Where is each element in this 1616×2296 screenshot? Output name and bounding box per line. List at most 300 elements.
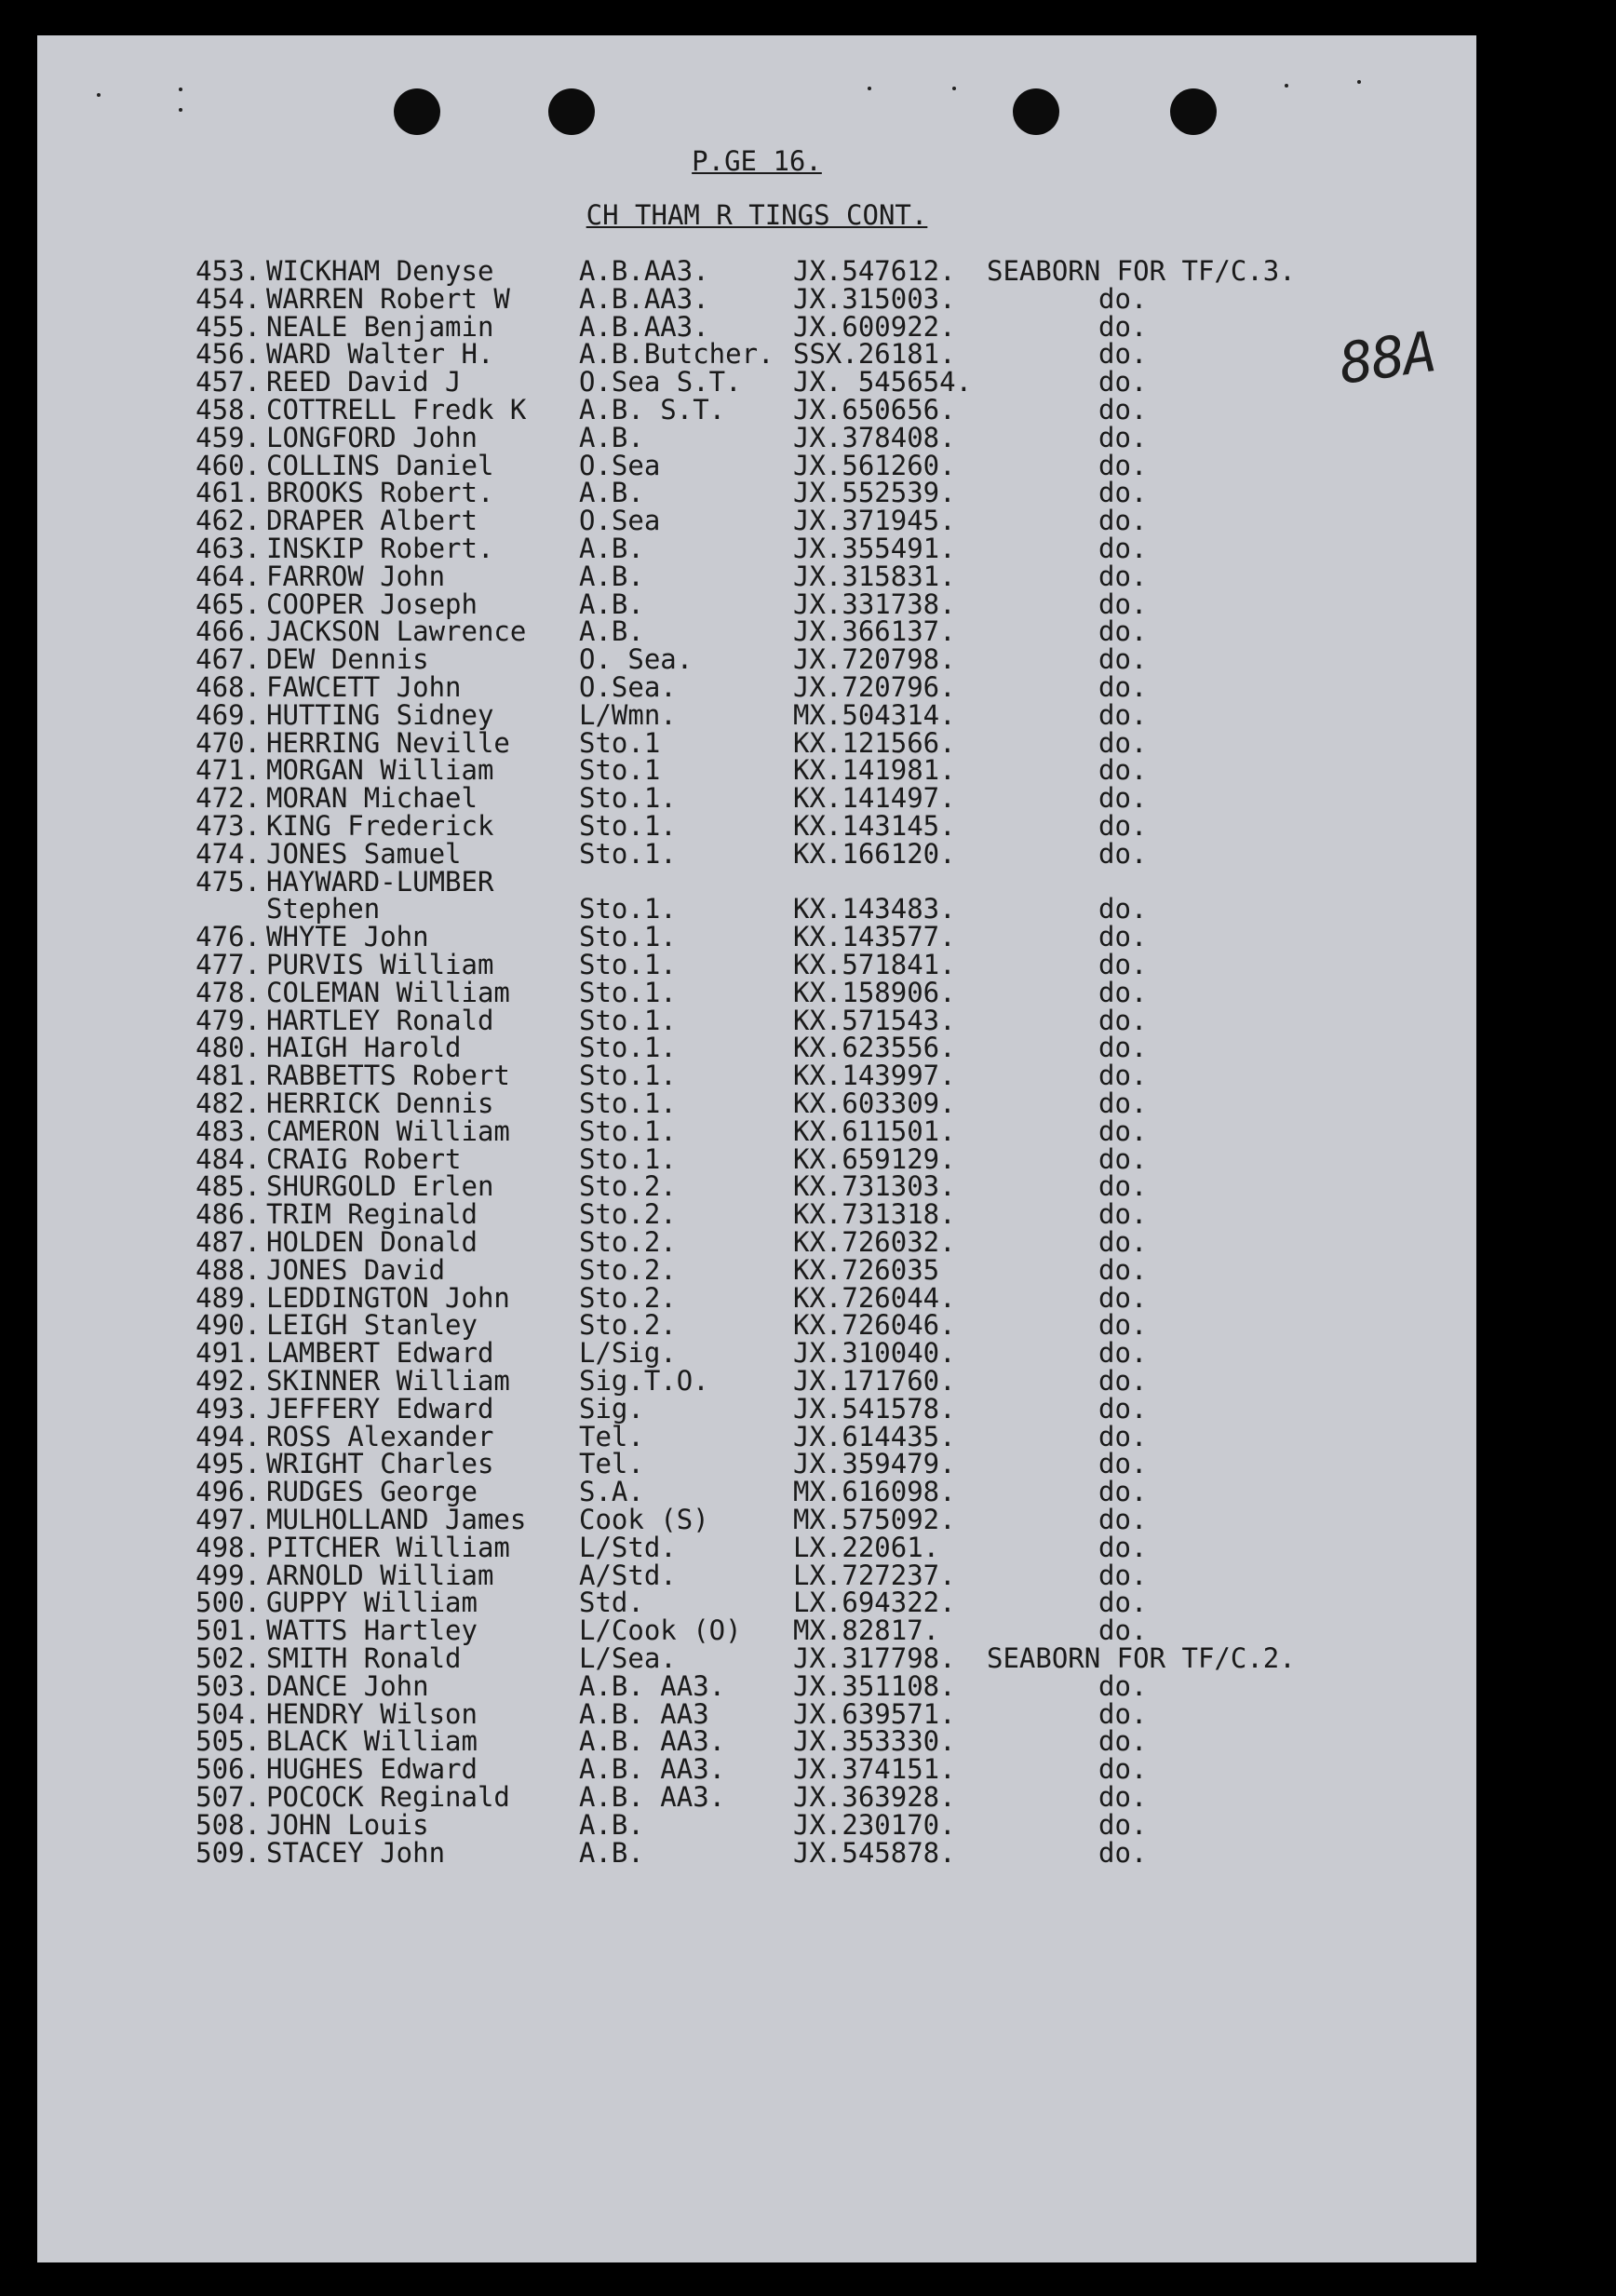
- remark: do.: [1098, 1337, 1148, 1369]
- rating-name: MORAN Michael: [266, 782, 478, 814]
- remark: do.: [1098, 1060, 1148, 1091]
- rating-rank: Sto.1.: [579, 1087, 677, 1119]
- rating-rank: L/Cook (O): [579, 1614, 742, 1646]
- entry-number: 487.: [195, 1226, 261, 1258]
- rating-rank: A.B.: [579, 560, 644, 592]
- remark: do.: [1098, 1226, 1148, 1258]
- remark: do.: [1098, 699, 1148, 731]
- entry-number: 481.: [195, 1060, 261, 1091]
- rating-name: SKINNER William: [266, 1365, 510, 1397]
- remark: do.: [1098, 1448, 1148, 1479]
- official-number: JX.547612.: [793, 255, 956, 287]
- rating-name: COLEMAN William: [266, 977, 510, 1008]
- scan-speck: [179, 108, 182, 112]
- entry-number: 454.: [195, 283, 261, 315]
- rating-name: POCOCK Reginald: [266, 1781, 510, 1813]
- remark: do.: [1098, 338, 1148, 370]
- entry-number: 500.: [195, 1587, 261, 1618]
- remark: do.: [1098, 450, 1148, 481]
- official-number: KX.726046.: [793, 1309, 956, 1341]
- entry-number: 479.: [195, 1005, 261, 1036]
- entry-number: 455.: [195, 311, 261, 343]
- rating-rank: Sto.1.: [579, 921, 677, 952]
- official-number: KX.121566.: [793, 727, 956, 759]
- entry-number: 496.: [195, 1476, 261, 1507]
- rating-name: DRAPER Albert: [266, 505, 478, 536]
- official-number: JX.378408.: [793, 422, 956, 453]
- remark: do.: [1098, 1753, 1148, 1785]
- entry-number: 486.: [195, 1198, 261, 1230]
- entry-number: 484.: [195, 1143, 261, 1175]
- rating-name: COTTRELL Fredk K: [266, 394, 527, 425]
- entry-number: 488.: [195, 1254, 261, 1286]
- rating-rank: A/Std.: [579, 1560, 677, 1591]
- rating-name: WATTS Hartley: [266, 1614, 478, 1646]
- entry-number: 465.: [195, 588, 261, 620]
- entry-number: 495.: [195, 1448, 261, 1479]
- entry-number: 476.: [195, 921, 261, 952]
- official-number: JX.359479.: [793, 1448, 956, 1479]
- remark: do.: [1098, 1087, 1148, 1119]
- official-number: KX.731303.: [793, 1170, 956, 1202]
- rating-name: INSKIP Robert.: [266, 533, 494, 564]
- rating-name: WICKHAM Denyse: [266, 255, 494, 287]
- rating-name: LAMBERT Edward: [266, 1337, 494, 1369]
- official-number: JX.650656.: [793, 394, 956, 425]
- remark: do.: [1098, 1614, 1148, 1646]
- rating-name: HENDRY Wilson: [266, 1698, 478, 1730]
- rating-name: SMITH Ronald: [266, 1642, 462, 1674]
- scan-speck: [868, 87, 871, 90]
- entry-number: 467.: [195, 643, 261, 675]
- rating-name: WARD Walter H.: [266, 338, 494, 370]
- rating-rank: Tel.: [579, 1421, 644, 1452]
- rating-name: JOHN Louis: [266, 1809, 429, 1841]
- remark: do.: [1098, 560, 1148, 592]
- rating-rank: A.B.Butcher.: [579, 338, 774, 370]
- official-number: KX.571543.: [793, 1005, 956, 1036]
- rating-name: DANCE John: [266, 1670, 429, 1702]
- official-number: LX.22061.: [793, 1532, 940, 1563]
- rating-rank: A.B. AA3: [579, 1698, 709, 1730]
- rating-rank: A.B.: [579, 1809, 644, 1841]
- entry-number: 503.: [195, 1670, 261, 1702]
- remark: do.: [1098, 394, 1148, 425]
- rating-rank: A.B.: [579, 1837, 644, 1869]
- page-number-label: P.GE 16.: [692, 145, 822, 177]
- remark: do.: [1098, 1476, 1148, 1507]
- rating-rank: O. Sea.: [579, 643, 694, 675]
- entry-number: 489.: [195, 1282, 261, 1314]
- rating-rank: L/Wmn.: [579, 699, 677, 731]
- rating-rank: Sto.1.: [579, 782, 677, 814]
- entry-number: 477.: [195, 949, 261, 980]
- rating-name: BLACK William: [266, 1725, 478, 1757]
- entry-number: 507.: [195, 1781, 261, 1813]
- remark: do.: [1098, 477, 1148, 508]
- official-number: JX.614435.: [793, 1421, 956, 1452]
- official-number: LX.694322.: [793, 1587, 956, 1618]
- rating-name: JONES Samuel: [266, 838, 462, 870]
- rating-rank: Sig.: [579, 1393, 644, 1425]
- rating-rank: A.B.AA3.: [579, 255, 709, 287]
- scan-speck: [97, 93, 101, 97]
- rating-rank: A.B. AA3.: [579, 1781, 726, 1813]
- entry-number: 483.: [195, 1115, 261, 1147]
- rating-rank: Sto.1.: [579, 949, 677, 980]
- rating-rank: Sto.2.: [579, 1170, 677, 1202]
- official-number: MX.82817.: [793, 1614, 940, 1646]
- rating-rank: Sto.1: [579, 727, 661, 759]
- rating-rank: S.A.: [579, 1476, 644, 1507]
- remark: do.: [1098, 1005, 1148, 1036]
- official-number: KX.141497.: [793, 782, 956, 814]
- rating-rank: L/Std.: [579, 1532, 677, 1563]
- remark: do.: [1098, 1421, 1148, 1452]
- entry-number: 492.: [195, 1365, 261, 1397]
- entry-number: 473.: [195, 810, 261, 842]
- remark: SEABORN FOR TF/C.3.: [987, 255, 1296, 287]
- remark: do.: [1098, 283, 1148, 315]
- entry-number: 475.: [195, 866, 261, 898]
- official-number: JX.353330.: [793, 1725, 956, 1757]
- rating-rank: A.B.: [579, 477, 644, 508]
- rating-rank: Sto.1.: [579, 838, 677, 870]
- entry-number: 508.: [195, 1809, 261, 1841]
- rating-rank: A.B.: [579, 422, 644, 453]
- rating-rank: A.B. AA3.: [579, 1725, 726, 1757]
- entry-number: 485.: [195, 1170, 261, 1202]
- rating-name: COOPER Joseph: [266, 588, 478, 620]
- rating-rank: A.B.AA3.: [579, 283, 709, 315]
- rating-name: LEIGH Stanley: [266, 1309, 478, 1341]
- remark: do.: [1098, 1170, 1148, 1202]
- entry-number: 461.: [195, 477, 261, 508]
- rating-rank: A.B. AA3.: [579, 1753, 726, 1785]
- remark: do.: [1098, 533, 1148, 564]
- rating-name: RABBETTS Robert: [266, 1060, 510, 1091]
- rating-rank: Sto.1.: [579, 1060, 677, 1091]
- remark: SEABORN FOR TF/C.2.: [987, 1642, 1296, 1674]
- rating-name: BROOKS Robert.: [266, 477, 494, 508]
- rating-name: SHURGOLD Erlen: [266, 1170, 494, 1202]
- entry-number: 460.: [195, 450, 261, 481]
- entry-number: 494.: [195, 1421, 261, 1452]
- scan-speck: [952, 87, 956, 90]
- rating-name: NEALE Benjamin: [266, 311, 494, 343]
- rating-name: DEW Dennis: [266, 643, 429, 675]
- official-number: MX.575092.: [793, 1504, 956, 1535]
- official-number: KX.158906.: [793, 977, 956, 1008]
- entry-number: 490.: [195, 1309, 261, 1341]
- rating-name: PITCHER William: [266, 1532, 510, 1563]
- rating-name: HERRING Neville: [266, 727, 510, 759]
- rating-rank: L/Sig.: [579, 1337, 677, 1369]
- punch-hole-1: [394, 88, 440, 135]
- official-number: JX.561260.: [793, 450, 956, 481]
- rating-name: JONES David: [266, 1254, 446, 1286]
- rating-rank: O.Sea: [579, 505, 661, 536]
- entry-number: 464.: [195, 560, 261, 592]
- entry-number: 497.: [195, 1504, 261, 1535]
- rating-name: PURVIS William: [266, 949, 494, 980]
- rating-name: TRIM Reginald: [266, 1198, 478, 1230]
- remark: do.: [1098, 949, 1148, 980]
- official-number: JX.545878.: [793, 1837, 956, 1869]
- rating-rank: Sto.2.: [579, 1226, 677, 1258]
- official-number: KX.726032.: [793, 1226, 956, 1258]
- rating-name: STACEY John: [266, 1837, 446, 1869]
- official-number: KX.571841.: [793, 949, 956, 980]
- official-number: KX.659129.: [793, 1143, 956, 1175]
- official-number: KX.603309.: [793, 1087, 956, 1119]
- rating-name: ROSS Alexander: [266, 1421, 494, 1452]
- official-number: JX.720798.: [793, 643, 956, 675]
- official-number: MX.504314.: [793, 699, 956, 731]
- entry-number: 456.: [195, 338, 261, 370]
- entry-number: 463.: [195, 533, 261, 564]
- rating-name: JACKSON Lawrence: [266, 615, 527, 647]
- official-number: JX.230170.: [793, 1809, 956, 1841]
- rating-name: HOLDEN Donald: [266, 1226, 478, 1258]
- entry-number: 470.: [195, 727, 261, 759]
- rating-name: CAMERON William: [266, 1115, 510, 1147]
- official-number: JX.363928.: [793, 1781, 956, 1813]
- rating-rank: A.B.: [579, 615, 644, 647]
- rating-rank: A.B. AA3.: [579, 1670, 726, 1702]
- official-number: JX.720796.: [793, 671, 956, 703]
- rating-name: LEDDINGTON John: [266, 1282, 510, 1314]
- rating-name: WRIGHT Charles: [266, 1448, 494, 1479]
- punch-hole-2: [548, 88, 595, 135]
- remark: do.: [1098, 366, 1148, 398]
- remark: do.: [1098, 1587, 1148, 1618]
- rating-name: WARREN Robert W: [266, 283, 510, 315]
- remark: do.: [1098, 1393, 1148, 1425]
- remark: do.: [1098, 921, 1148, 952]
- rating-rank: Sto.2.: [579, 1254, 677, 1286]
- official-number: KX.143997.: [793, 1060, 956, 1091]
- rating-name: JEFFERY Edward: [266, 1393, 494, 1425]
- official-number: JX.541578.: [793, 1393, 956, 1425]
- official-number: KX.143483.: [793, 893, 956, 925]
- scan-speck: [179, 88, 182, 91]
- official-number: JX.317798.: [793, 1642, 956, 1674]
- official-number: JX.315831.: [793, 560, 956, 592]
- rating-name: FAWCETT John: [266, 671, 462, 703]
- rating-rank: Sto.2.: [579, 1309, 677, 1341]
- entry-number: 480.: [195, 1032, 261, 1063]
- remark: do.: [1098, 1698, 1148, 1730]
- rating-name: ARNOLD William: [266, 1560, 494, 1591]
- official-number: JX.310040.: [793, 1337, 956, 1369]
- entry-number: 491.: [195, 1337, 261, 1369]
- entry-number: 509.: [195, 1837, 261, 1869]
- rating-name: HUGHES Edward: [266, 1753, 478, 1785]
- section-title: [37, 199, 1476, 231]
- entry-number: 506.: [195, 1753, 261, 1785]
- rating-rank: O.Sea.: [579, 671, 677, 703]
- official-number: KX.143577.: [793, 921, 956, 952]
- entry-number: 468.: [195, 671, 261, 703]
- remark: do.: [1098, 422, 1148, 453]
- remark: do.: [1098, 588, 1148, 620]
- entry-number: 499.: [195, 1560, 261, 1591]
- rating-rank: O.Sea: [579, 450, 661, 481]
- rating-rank: Tel.: [579, 1448, 644, 1479]
- remark: do.: [1098, 1115, 1148, 1147]
- official-number: JX. 545654.: [793, 366, 973, 398]
- rating-name: COLLINS Daniel: [266, 450, 494, 481]
- remark: do.: [1098, 727, 1148, 759]
- remark: do.: [1098, 615, 1148, 647]
- punch-hole-3: [1013, 88, 1059, 135]
- entry-number: 471.: [195, 754, 261, 786]
- rating-name: CRAIG Robert: [266, 1143, 462, 1175]
- official-number: KX.143145.: [793, 810, 956, 842]
- official-number: KX.726044.: [793, 1282, 956, 1314]
- rating-name: FARROW John: [266, 560, 446, 592]
- remark: do.: [1098, 505, 1148, 536]
- rating-name: Stephen: [266, 893, 381, 925]
- entry-number: 457.: [195, 366, 261, 398]
- rating-name: HAYWARD-LUMBER: [266, 866, 494, 898]
- punch-hole-4: [1170, 88, 1217, 135]
- rating-name: HARTLEY Ronald: [266, 1005, 494, 1036]
- remark: do.: [1098, 1560, 1148, 1591]
- handwritten-folio-note: 88A: [1335, 319, 1439, 398]
- official-number: KX.726035: [793, 1254, 940, 1286]
- entry-number: 453.: [195, 255, 261, 287]
- remark: do.: [1098, 1781, 1148, 1813]
- scan-speck: [1357, 80, 1361, 84]
- official-number: JX.315003.: [793, 283, 956, 315]
- entry-number: 493.: [195, 1393, 261, 1425]
- entry-number: 462.: [195, 505, 261, 536]
- rating-rank: Sto.1.: [579, 1005, 677, 1036]
- rating-name: MULHOLLAND James: [266, 1504, 527, 1535]
- rating-name: KING Frederick: [266, 810, 494, 842]
- remark: do.: [1098, 782, 1148, 814]
- rating-rank: Sig.T.O.: [579, 1365, 709, 1397]
- remark: do.: [1098, 754, 1148, 786]
- rating-name: GUPPY William: [266, 1587, 478, 1618]
- official-number: KX.623556.: [793, 1032, 956, 1063]
- official-number: JX.552539.: [793, 477, 956, 508]
- official-number: JX.366137.: [793, 615, 956, 647]
- remark: do.: [1098, 838, 1148, 870]
- rating-rank: Std.: [579, 1587, 644, 1618]
- official-number: MX.616098.: [793, 1476, 956, 1507]
- rating-rank: A.B.: [579, 533, 644, 564]
- rating-rank: Sto.1.: [579, 1032, 677, 1063]
- entry-number: 504.: [195, 1698, 261, 1730]
- official-number: KX.611501.: [793, 1115, 956, 1147]
- scan-speck: [1285, 84, 1288, 88]
- rating-rank: Sto.1: [579, 754, 661, 786]
- entry-number: 472.: [195, 782, 261, 814]
- official-number: JX.374151.: [793, 1753, 956, 1785]
- remark: do.: [1098, 810, 1148, 842]
- rating-name: MORGAN William: [266, 754, 494, 786]
- remark: do.: [1098, 1282, 1148, 1314]
- rating-name: LONGFORD John: [266, 422, 478, 453]
- remark: do.: [1098, 893, 1148, 925]
- remark: do.: [1098, 1809, 1148, 1841]
- remark: do.: [1098, 1670, 1148, 1702]
- remark: do.: [1098, 1725, 1148, 1757]
- rating-rank: Sto.2.: [579, 1282, 677, 1314]
- rating-name: RUDGES George: [266, 1476, 478, 1507]
- remark: do.: [1098, 1837, 1148, 1869]
- rating-rank: A.B.: [579, 588, 644, 620]
- rating-rank: Sto.1.: [579, 977, 677, 1008]
- official-number: JX.331738.: [793, 588, 956, 620]
- official-number: SSX.26181.: [793, 338, 956, 370]
- document-page: [37, 35, 1476, 2262]
- remark: do.: [1098, 1504, 1148, 1535]
- official-number: JX.639571.: [793, 1698, 956, 1730]
- official-number: JX.371945.: [793, 505, 956, 536]
- remark: do.: [1098, 1365, 1148, 1397]
- entry-number: 458.: [195, 394, 261, 425]
- entry-number: 502.: [195, 1642, 261, 1674]
- rating-name: HAIGH Harold: [266, 1032, 462, 1063]
- rating-rank: O.Sea S.T.: [579, 366, 742, 398]
- official-number: JX.600922.: [793, 311, 956, 343]
- rating-name: HERRICK Dennis: [266, 1087, 494, 1119]
- rating-rank: A.B.AA3.: [579, 311, 709, 343]
- entry-number: 505.: [195, 1725, 261, 1757]
- official-number: JX.355491.: [793, 533, 956, 564]
- remark: do.: [1098, 977, 1148, 1008]
- entry-number: 474.: [195, 838, 261, 870]
- official-number: KX.731318.: [793, 1198, 956, 1230]
- entry-number: 459.: [195, 422, 261, 453]
- page-header: [37, 145, 1476, 177]
- rating-name: REED David J: [266, 366, 462, 398]
- rating-rank: A.B. S.T.: [579, 394, 726, 425]
- remark: do.: [1098, 1309, 1148, 1341]
- remark: do.: [1098, 671, 1148, 703]
- entry-number: 482.: [195, 1087, 261, 1119]
- official-number: JX.351108.: [793, 1670, 956, 1702]
- remark: do.: [1098, 1198, 1148, 1230]
- rating-name: WHYTE John: [266, 921, 429, 952]
- remark: do.: [1098, 1032, 1148, 1063]
- rating-rank: Sto.2.: [579, 1198, 677, 1230]
- entry-number: 466.: [195, 615, 261, 647]
- remark: do.: [1098, 643, 1148, 675]
- rating-rank: Sto.1.: [579, 893, 677, 925]
- rating-rank: Cook (S): [579, 1504, 709, 1535]
- remark: do.: [1098, 1532, 1148, 1563]
- section-title-text: CH THAM R TINGS CONT.: [586, 199, 928, 231]
- rating-name: HUTTING Sidney: [266, 699, 494, 731]
- official-number: JX.171760.: [793, 1365, 956, 1397]
- rating-rank: Sto.1.: [579, 810, 677, 842]
- rating-rank: Sto.1.: [579, 1143, 677, 1175]
- remark: do.: [1098, 311, 1148, 343]
- official-number: KX.166120.: [793, 838, 956, 870]
- entry-number: 498.: [195, 1532, 261, 1563]
- entry-number: 501.: [195, 1614, 261, 1646]
- official-number: KX.141981.: [793, 754, 956, 786]
- remark: do.: [1098, 1143, 1148, 1175]
- rating-rank: Sto.1.: [579, 1115, 677, 1147]
- entry-number: 478.: [195, 977, 261, 1008]
- entry-number: 469.: [195, 699, 261, 731]
